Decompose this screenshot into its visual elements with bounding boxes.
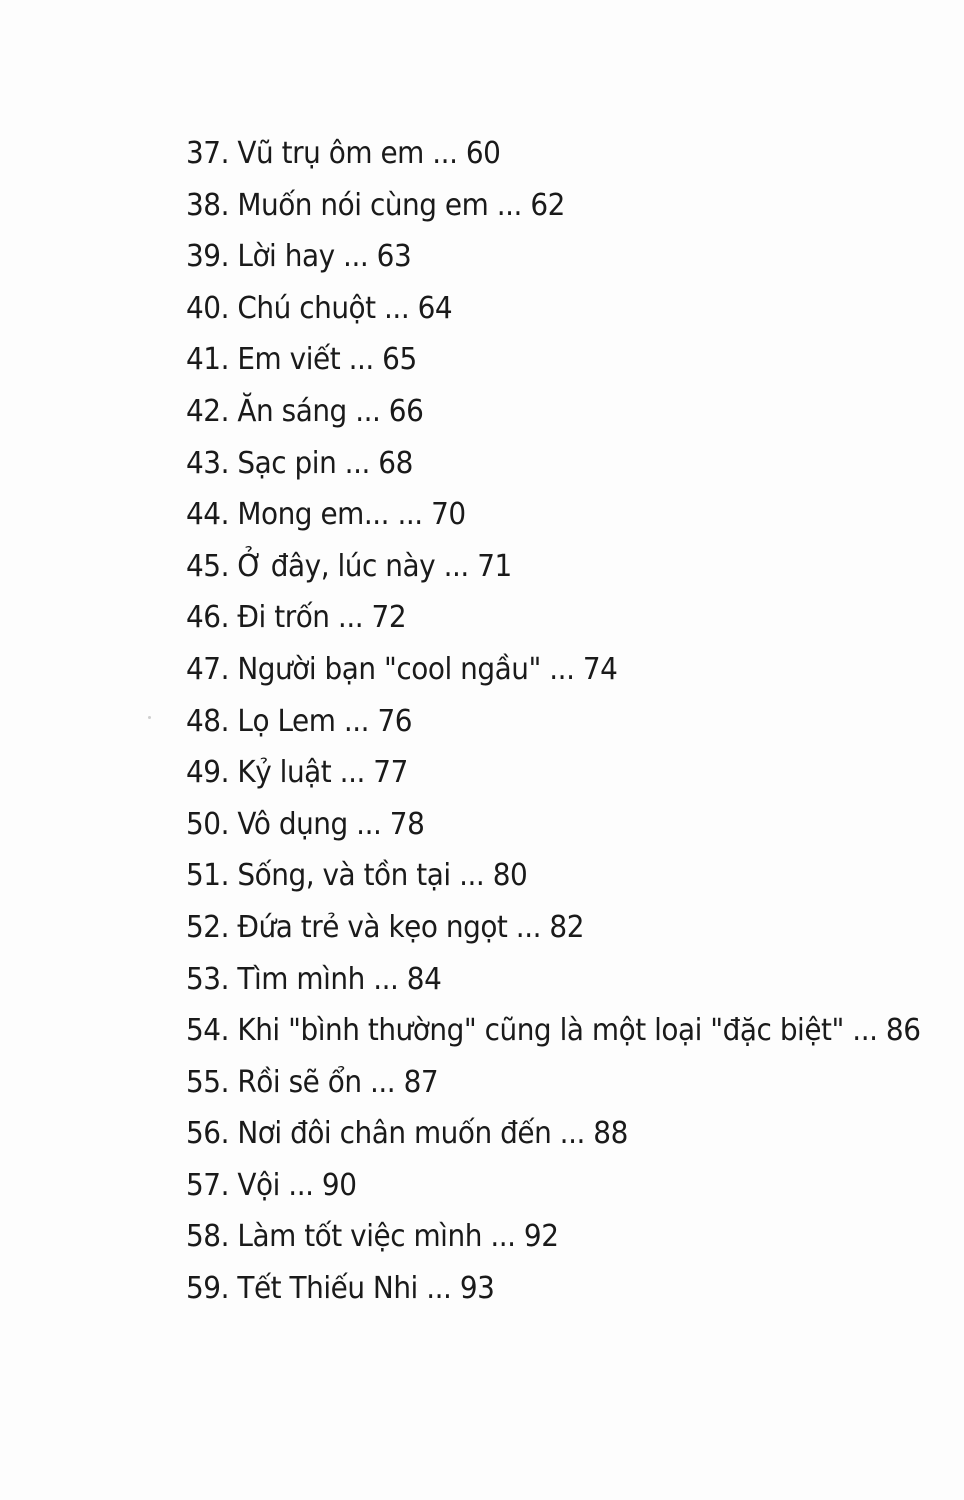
toc-entry: 43. Sạc pin ... 68 (186, 445, 413, 481)
toc-entry: 39. Lời hay ... 63 (186, 239, 412, 275)
toc-entry: 49. Kỷ luật ... 77 (186, 755, 408, 791)
paper-speck (148, 716, 151, 719)
toc-entry: 50. Vô dụng ... 78 (186, 806, 425, 842)
toc-entry: 37. Vũ trụ ôm em ... 60 (186, 136, 501, 171)
toc-entry: 44. Mong em... ... 70 (186, 497, 466, 533)
toc-entry: 42. Ăn sáng ... 66 (186, 393, 424, 429)
toc-entry: 54. Khi "bình thường" cũng là một loại "đặc biệt" ... 86 (186, 1013, 921, 1049)
toc-entry: 55. Rồi sẽ ổn ... 87 (186, 1064, 439, 1100)
toc-entry: 51. Sống, và tồn tại ... 80 (186, 858, 528, 894)
toc-entry: 52. Đứa trẻ và kẹo ngọt ... 82 (186, 909, 584, 945)
toc-entry: 46. Đi trốn ... 72 (186, 600, 407, 636)
toc-entry: 59. Tết Thiếu Nhi ... 93 (186, 1271, 495, 1307)
toc-entry: 47. Người bạn "cool ngầu" ... 74 (186, 651, 618, 687)
toc-entry: 53. Tìm mình ... 84 (186, 961, 442, 997)
table-of-contents (186, 128, 946, 1315)
toc-entry: 57. Vội ... 90 (186, 1167, 357, 1203)
toc-entry: 48. Lọ Lem ... 76 (186, 703, 413, 739)
toc-entry: 41. Em viết ... 65 (186, 342, 417, 378)
toc-entry: 58. Làm tốt việc mình ... 92 (186, 1219, 559, 1255)
toc-entry: 45. Ở đây, lúc này ... 71 (186, 548, 512, 584)
toc-entry: 56. Nơi đôi chân muốn đến ... 88 (186, 1116, 628, 1152)
toc-entry: 38. Muốn nói cùng em ... 62 (186, 187, 565, 223)
toc-entry: 40. Chú chuột ... 64 (186, 290, 453, 326)
